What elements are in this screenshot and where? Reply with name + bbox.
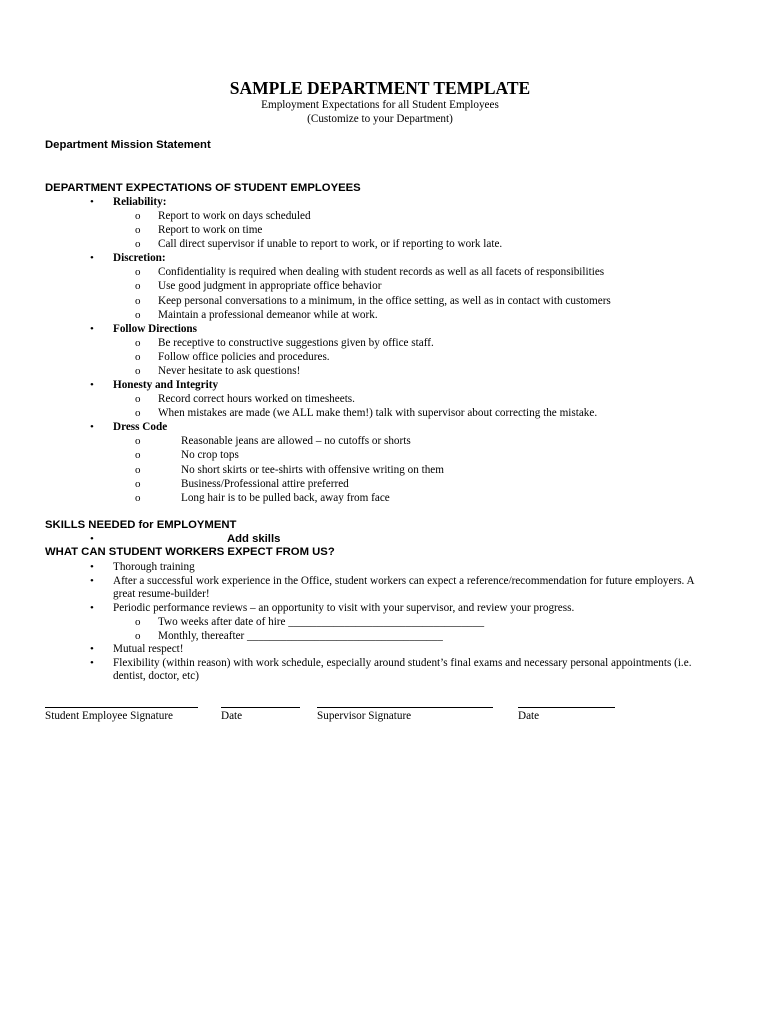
supervisor-signature-line[interactable]: [317, 707, 493, 708]
expect-heading: WHAT CAN STUDENT WORKERS EXPECT FROM US?: [45, 546, 335, 558]
category-honesty: Honesty and Integrity: [113, 379, 219, 391]
bullet-marker: •: [90, 533, 94, 545]
list-item: Thorough training: [113, 561, 195, 573]
bullet-marker: •: [90, 643, 94, 655]
add-skills-placeholder: Add skills: [227, 533, 281, 545]
list-item: Keep personal conversations to a minimum, in the office setting, as well as in contact with customers: [158, 295, 611, 307]
sub-bullet-marker: o: [135, 337, 141, 349]
list-item: Confidentiality is required when dealing with student records as well as all facets of responsibilities: [158, 266, 605, 278]
list-item: Report to work on days scheduled: [158, 210, 311, 222]
list-item: Report to work on time: [158, 224, 263, 236]
supervisor-date-label: Date: [518, 710, 540, 722]
bullet-marker: •: [90, 323, 94, 335]
sub-bullet-marker: o: [135, 238, 141, 250]
bullet-marker: •: [90, 561, 94, 573]
list-item: Periodic performance reviews – an opportunity to visit with your supervisor, and review your progress.: [113, 602, 575, 614]
list-item: After a successful work experience in the Office, student workers can expect a reference/recommendation for future employers. A: [113, 575, 695, 587]
sub-bullet-marker: o: [135, 435, 141, 447]
student-date-label: Date: [221, 710, 243, 722]
sub-bullet-marker: o: [135, 393, 141, 405]
sub-bullet-marker: o: [135, 280, 141, 292]
list-item: Business/Professional attire preferred: [181, 478, 349, 490]
list-item: Never hesitate to ask questions!: [158, 365, 301, 377]
bullet-marker: •: [90, 252, 94, 264]
sub-bullet-marker: o: [135, 351, 141, 363]
sub-bullet-marker: o: [135, 295, 141, 307]
category-dress-code: Dress Code: [113, 421, 168, 433]
sub-bullet-marker: o: [135, 407, 141, 419]
skills-heading: SKILLS NEEDED for EMPLOYMENT: [45, 519, 237, 531]
category-reliability: Reliability:: [113, 196, 167, 208]
bullet-marker: •: [90, 575, 94, 587]
list-item: Maintain a professional demeanor while at work.: [158, 309, 378, 321]
list-item: Call direct supervisor if unable to report to work, or if reporting to work late.: [158, 238, 503, 250]
category-follow-directions: Follow Directions: [113, 323, 197, 335]
sub-bullet-marker: o: [135, 492, 141, 504]
student-signature-label: Student Employee Signature: [45, 710, 174, 722]
student-date-line[interactable]: [221, 707, 300, 708]
list-item: Use good judgment in appropriate office behavior: [158, 280, 382, 292]
supervisor-date-line[interactable]: [518, 707, 615, 708]
list-item: Flexibility (within reason) with work schedule, especially around student’s final exams and necessary personal appointments (i.e.: [113, 657, 692, 669]
review-two-weeks: Two weeks after date of hire ___________________________________: [158, 616, 485, 628]
student-signature-line[interactable]: [45, 707, 198, 708]
sub-bullet-marker: o: [135, 224, 141, 236]
sub-bullet-marker: o: [135, 210, 141, 222]
bullet-marker: •: [90, 657, 94, 669]
list-item: Mutual respect!: [113, 643, 184, 655]
sub-bullet-marker: o: [135, 630, 141, 642]
list-item-continued: great resume-builder!: [113, 588, 210, 600]
list-item: Be receptive to constructive suggestions given by office staff.: [158, 337, 434, 349]
sub-bullet-marker: o: [135, 616, 141, 628]
sub-bullet-marker: o: [135, 464, 141, 476]
document-subtitle: Employment Expectations for all Student Employees: [261, 99, 499, 111]
document-subtitle-note: (Customize to your Department): [307, 113, 453, 125]
expectations-heading: DEPARTMENT EXPECTATIONS OF STUDENT EMPLOYEES: [45, 182, 361, 194]
list-item: Long hair is to be pulled back, away from face: [181, 492, 390, 504]
list-item: No short skirts or tee-shirts with offensive writing on them: [181, 464, 444, 476]
list-item: Record correct hours worked on timesheets.: [158, 393, 355, 405]
bullet-marker: •: [90, 602, 94, 614]
sub-bullet-marker: o: [135, 478, 141, 490]
list-item: No crop tops: [181, 449, 239, 461]
list-item-continued: dentist, doctor, etc): [113, 670, 199, 682]
sub-bullet-marker: o: [135, 309, 141, 321]
mission-heading: Department Mission Statement: [45, 139, 211, 151]
supervisor-signature-label: Supervisor Signature: [317, 710, 412, 722]
list-item: Reasonable jeans are allowed – no cutoffs or shorts: [181, 435, 411, 447]
category-discretion: Discretion:: [113, 252, 166, 264]
bullet-marker: •: [90, 421, 94, 433]
list-item: Follow office policies and procedures.: [158, 351, 330, 363]
bullet-marker: •: [90, 379, 94, 391]
review-monthly: Monthly, thereafter ___________________________________: [158, 630, 443, 642]
sub-bullet-marker: o: [135, 266, 141, 278]
list-item: When mistakes are made (we ALL make them!) talk with supervisor about correcting the mistake.: [158, 407, 598, 419]
sub-bullet-marker: o: [135, 449, 141, 461]
sub-bullet-marker: o: [135, 365, 141, 377]
document-title: SAMPLE DEPARTMENT TEMPLATE: [229, 78, 531, 98]
bullet-marker: •: [90, 196, 94, 208]
